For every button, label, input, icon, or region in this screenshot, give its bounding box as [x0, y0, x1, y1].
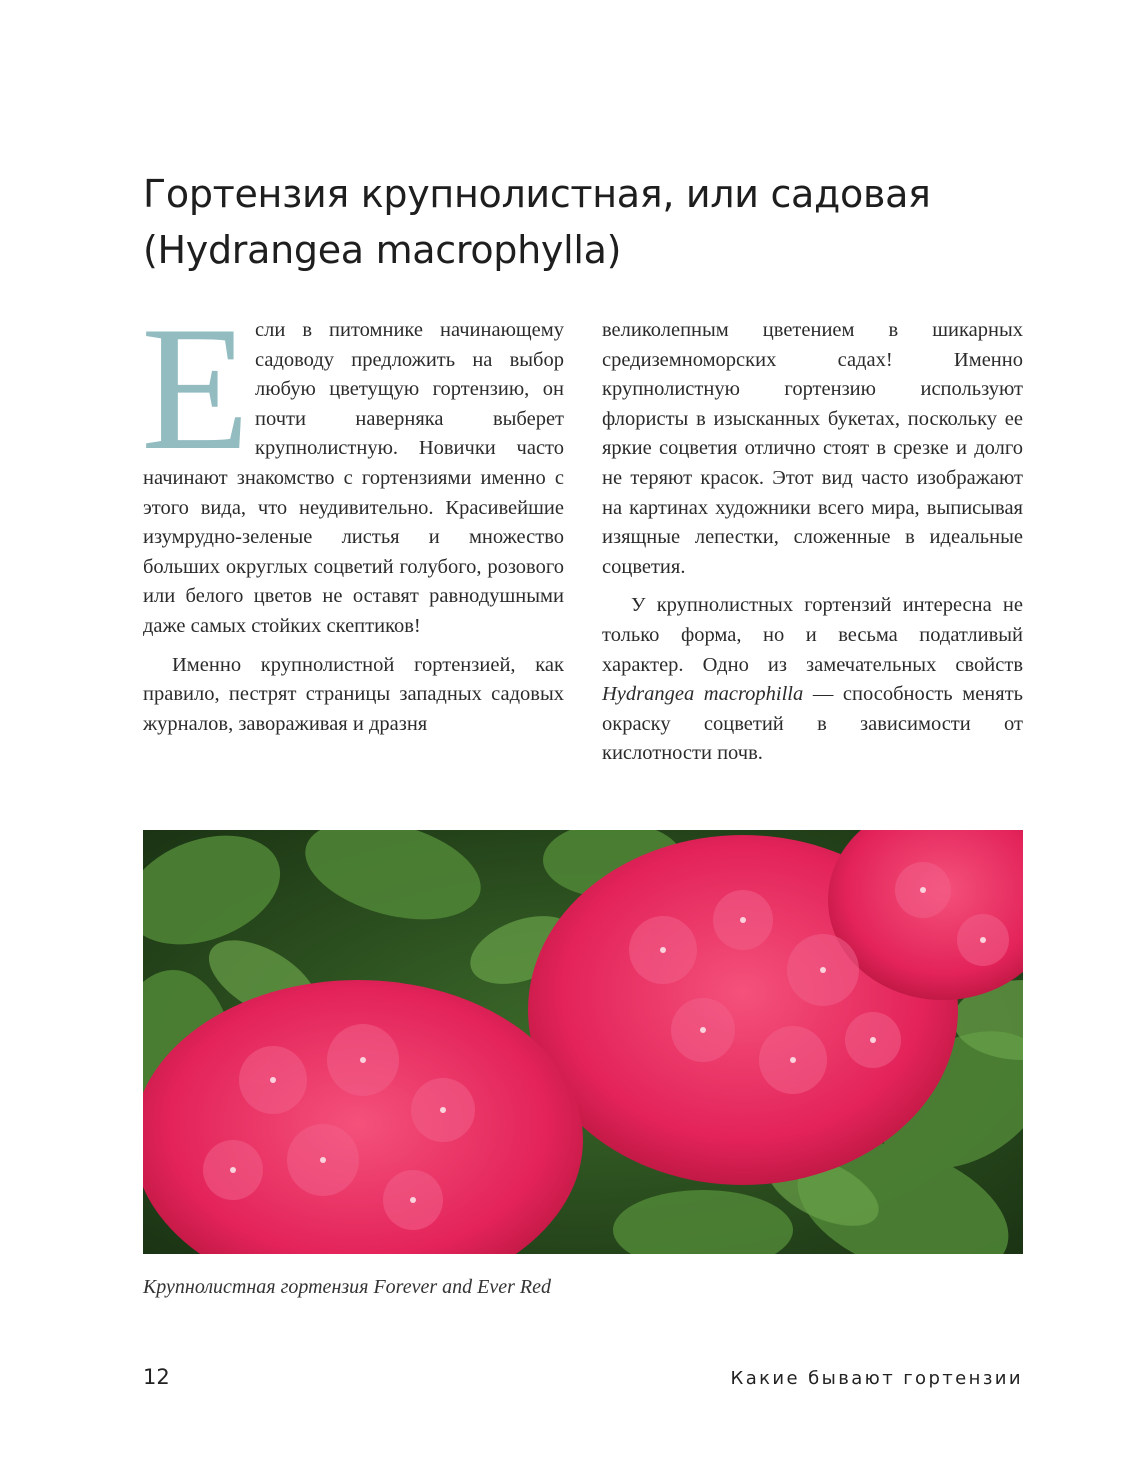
- latin-name: Hydrangea macrophilla: [602, 683, 804, 706]
- photo-caption: Крупнолистная гортензия Forever and Ever Red: [143, 1276, 551, 1298]
- hydrangea-photo: [143, 830, 1023, 1254]
- paragraph-1: [141, 289, 564, 642]
- paragraph-3: великолепным цветением в шикарных средиземноморских садах! Именно крупнолистную гортензию используют флористы в изысканных букетах, поскольку ее яркие соцветия отлично стоят в срезке и долго не теряют красок. Этот вид часто изображают на картинах художники всего мира, выписывая изящные лепестки, сложенные в идеальные соцветия.: [602, 319, 1023, 578]
- title-line-1: Гортензия крупнолистная, или садовая: [143, 172, 931, 216]
- paragraph-2: Именно крупнолистной гортензией, как правило, пестрят страницы западных садовых журналов, завораживая и дразня: [143, 653, 564, 735]
- page-title: [143, 166, 1023, 278]
- page-number: 12: [143, 1365, 170, 1389]
- paragraph-1-text: сли в питомнике начинающему садоводу предложить на выбор любую цветущую гортензию, он почти наверняка выберет крупнолистную. Новички часто начинают знакомство с гортензиями именно с этого вида, что неудивительно. Красивейшие изумрудно-зеленые листья и множество больших округлых соцветий голубого, розового или белого цветов не оставят равнодушными даже самых стойких скептиков!: [143, 319, 564, 637]
- paragraph-4: [602, 591, 1023, 769]
- title-line-2: (Hydrangea macrophylla): [143, 228, 622, 272]
- paragraph-4-end: — способность менять окраску соцветий в зависимости от кислотности почв.: [602, 683, 1024, 765]
- running-head: Какие бывают гортензии: [730, 1368, 1023, 1389]
- paragraph-4-start: У крупнолистных гортензий интересна не только форма, но и весьма податливый характер. Одно из замечательных свойств: [602, 594, 1023, 676]
- drop-cap: Е: [141, 289, 250, 487]
- text-column-right: [602, 316, 1023, 769]
- text-column-left: [141, 289, 564, 739]
